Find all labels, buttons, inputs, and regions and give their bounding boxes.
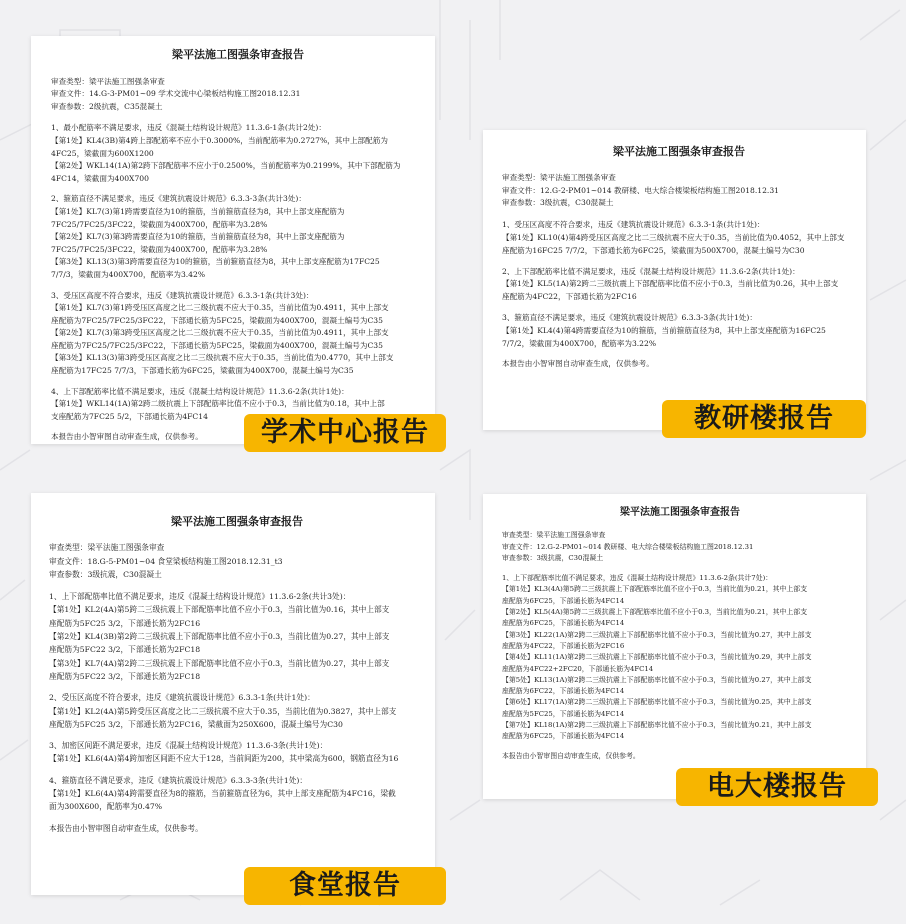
issue-line: 面为300X600，配筋率为0.47% (49, 802, 163, 812)
issue-line: 【第1处】KL4(4)第4跨需要直径为10的箍筋，当前箍筋直径为8，其中上部支座配筋为16FC25 (502, 325, 826, 335)
issue-section (49, 739, 425, 766)
issue-line: 座配筋为4FC22+2FC20，下部通长筋为4FC14 (502, 664, 654, 673)
issue-line: 【第1处】KL2(4A)第5跨受压区高度之比二三级抗震不应大于0.35，当前比值为0.3827，其中上部支 (49, 706, 397, 716)
issue-line: 【第1处】KL3(4A)第5跨二三级抗震上下部配筋率比值不应小于0.3，当前比值为0.21，其中上部支 (502, 585, 808, 594)
report-label-badge: 学术中心报告 (244, 414, 446, 452)
issue-line: 【第2处】WKL14(1A)第2跨下部配筋率不应小于0.2500%，当前配筋率为0.2199%，其中下部配筋为 (51, 161, 401, 171)
review-params: 审查参数：3级抗震，C30混凝土 (49, 569, 162, 579)
report-card-academic-center (31, 36, 435, 444)
review-type: 审查类型：梁平法施工图强条审查 (502, 531, 606, 540)
issue-line: 【第3处】KL7(4A)第2跨二三级抗震上下部配筋率比值不应小于0.3，当前比值为0.27，其中上部支 (49, 658, 390, 668)
report-card-teaching-building (483, 130, 866, 430)
issue-section (502, 573, 858, 742)
issue-line: 7FC25/7FC25/3FC22，梁截面为400X700，配筋率为3.28% (51, 219, 268, 229)
issue-line: 【第3处】KL22(1A)第2跨二三级抗震上下部配筋率比值不应小于0.3，当前比值为0.27，其中上部支 (502, 630, 812, 639)
review-file: 审查文件：14.G-3-PM01~09 学术交流中心梁板结构施工图2018.12.31 (51, 89, 301, 99)
issue-line: 座配筋为5FC25 3/2，下部通长筋为2FC16 (49, 618, 201, 628)
report-meta (51, 76, 425, 114)
review-file: 审查文件：12.G-2-PM01~014 教研楼、电大综合楼梁板结构施工图2018.12.31 (502, 542, 754, 551)
issue-line: 【第3处】KL13(3)第3跨需要直径为10的箍筋，当前箍筋直径为8，其中上部支座配筋为17FC25 (51, 257, 380, 267)
issue-line: 7FC25/7FC25/3FC22，梁截面为400X700，配筋率为3.28% (51, 244, 268, 254)
issue-line: 【第1处】KL5(1A)第2跨二三级抗震上下部配筋率比值不应小于0.3，当前比值为0.26，其中上部支 (502, 279, 839, 289)
issue-line: 座配筋为6FC25，下部通长筋为4FC14 (502, 596, 625, 605)
report-card-open-university-building (483, 494, 866, 799)
issue-heading: 1、上下部配筋率比值不满足要求，违反《混凝土结构设计规范》11.3.6-2条(共计7处)： (502, 574, 773, 583)
issue-line: 【第1处】KL6(4A)第4跨需要直径为8的箍筋，当前箍筋直径为6，其中上部支座配筋为4FC16，梁截 (49, 789, 396, 799)
issue-line: 【第6处】KL17(1A)第2跨二三级抗震上下部配筋率比值不应小于0.3，当前比值为0.25，其中上部支 (502, 698, 812, 707)
issue-line: 座配筋为5FC22 3/2，下部通长筋为2FC18 (49, 645, 201, 655)
issue-line: 【第3处】KL13(3)第3跨受压区高度之比二三级抗震不应大于0.35，当前比值为0.4770，其中上部支 (51, 353, 394, 363)
review-params: 审查参数：2级抗震，C35混凝土 (51, 101, 163, 111)
issue-heading: 2、上下部配筋率比值不满足要求，违反《混凝土结构设计规范》11.3.6-2条(共计1处)： (502, 266, 800, 276)
report-label-badge: 食堂报告 (244, 867, 446, 905)
issue-section (49, 590, 425, 683)
report-title: 梁平法施工图强条审查报告 (171, 515, 303, 528)
review-params: 审查参数：3级抗震，C30混凝土 (502, 198, 614, 208)
report-label-badge: 教研楼报告 (662, 400, 866, 438)
issue-heading: 3、加密区间距不满足要求，违反《混凝土结构设计规范》11.3.6-3条(共计1处)： (49, 741, 328, 751)
review-type: 审查类型：梁平法施工图强条审查 (502, 172, 616, 182)
issue-heading: 1、上下部配筋率比值不满足要求，违反《混凝土结构设计规范》11.3.6-2条(共计3处)： (49, 592, 351, 602)
issue-line: 【第7处】KL18(1A)第2跨二三级抗震上下部配筋率比值不应小于0.3，当前比值为0.21，其中上部支 (502, 721, 812, 730)
issue-line: 【第1处】KL6(4A)第4跨加密区间距不应大于128，当前间距为200，其中梁高为600，钢筋直径为16 (49, 754, 399, 764)
issue-heading: 3、箍筋直径不满足要求，违反《建筑抗震设计规范》6.3.3-3条(共计1处)： (502, 312, 757, 322)
issue-line: 【第2处】KL5(4A)第5跨二三级抗震上下部配筋率比值不应小于0.3，当前比值为0.21，其中上部支 (502, 608, 808, 617)
report-meta (502, 530, 858, 564)
issue-line: 座配筋为4FC22，下部通长筋为2FC16 (502, 292, 637, 302)
report-title: 梁平法施工图强条审查报告 (613, 145, 745, 158)
issue-line: 座配筋为6FC22，下部通长筋为4FC14 (502, 687, 625, 696)
issue-line: 4FC25，梁截面为600X1200 (51, 148, 154, 158)
report-card-canteen (31, 493, 435, 895)
report-title: 梁平法施工图强条审查报告 (620, 507, 740, 518)
issue-line: 7/7/3，梁截面为400X700，配筋率为3.42% (51, 269, 206, 279)
report-title: 梁平法施工图强条审查报告 (172, 48, 304, 61)
review-file: 审查文件：12.G-2-PM01~014 教研楼、电大综合楼梁板结构施工图2018.12.31 (502, 185, 780, 195)
report-meta (502, 172, 856, 210)
issue-line: 支座配筋为7FC25 5/2，下部通长筋为4FC14 (51, 411, 208, 421)
issue-line: 座配筋为5FC22 3/2，下部通长筋为2FC18 (49, 671, 201, 681)
issue-line: 座配筋为7FC25/7FC25/3FC22，下部通长筋为5FC25，梁截面为400X700，混凝土编号为C35 (51, 340, 383, 350)
report-footer: 本报告由小智审图自动审查生成，仅供参考。 (49, 823, 203, 833)
issue-heading: 4、箍筋直径不满足要求，违反《建筑抗震设计规范》6.3.3-3条(共计1处)： (49, 775, 308, 785)
issue-section (49, 691, 425, 731)
issue-line: 座配筋为5FC25 3/2，下部通长筋为2FC16，梁截面为250X600，混凝土编号为C30 (49, 719, 343, 729)
report-footer: 本报告由小智审图自动审查生成，仅供参考。 (502, 751, 640, 760)
issue-line: 座配筋为4FC22，下部通长筋为2FC16 (502, 641, 625, 650)
issue-line: 座配筋为16FC25 7/7/2，下部通长筋为6FC25，梁截面为500X700，混凝土编号为C30 (502, 245, 805, 255)
issue-line: 【第2处】KL7(3)第3跨需要直径为10的箍筋，当前箍筋直径为8，其中上部支座配筋为 (51, 232, 345, 242)
issue-section (502, 219, 856, 257)
issue-section (51, 193, 425, 281)
issue-section (502, 266, 856, 304)
review-type: 审查类型：梁平法施工图强条审查 (49, 543, 165, 553)
issue-heading: 1、受压区高度不符合要求，违反《建筑抗震设计规范》6.3.3-1条(共计1处)： (502, 220, 765, 230)
issue-line: 座配筋为6FC25，下部通长筋为4FC14 (502, 732, 625, 741)
issue-section (49, 774, 425, 814)
issue-line: 【第2处】KL7(3)第3跨受压区高度之比二三级抗震不应大于0.35，当前比值为0.4911，其中上部支 (51, 328, 389, 338)
review-params: 审查参数：3级抗震，C30混凝土 (502, 553, 604, 562)
issue-line: 【第1处】KL7(3)第1跨受压区高度之比二三级抗震不应大于0.35，当前比值为0.4911，其中上部支 (51, 303, 389, 313)
report-footer: 本报告由小智审图自动审查生成，仅供参考。 (502, 359, 654, 369)
issue-line: 【第1处】KL4(3B)第4跨上部配筋率不应小于0.3000%，当前配筋率为0.2727%，其中上部配筋为 (51, 135, 388, 145)
issue-heading: 3、受压区高度不符合要求，违反《建筑抗震设计规范》6.3.3-1条(共计3处)： (51, 290, 314, 300)
issue-section (51, 290, 425, 378)
issue-line: 4FC14，梁截面为400X700 (51, 173, 149, 183)
issue-line: 【第4处】KL11(1A)第2跨二三级抗震上下部配筋率比值不应小于0.3，当前比值为0.29，其中上部支 (502, 653, 812, 662)
issue-line: 【第1处】KL2(4A)第5跨二三级抗震上下部配筋率比值不应小于0.3，当前比值为0.16，其中上部支 (49, 605, 390, 615)
review-type: 审查类型：梁平法施工图强条审查 (51, 76, 165, 86)
issue-line: 座配筋为17FC25 7/7/3，下部通长筋为6FC25，梁截面为400X700，混凝土编号为C35 (51, 366, 354, 376)
issue-line: 【第2处】KL4(3B)第2跨二三级抗震上下部配筋率比值不应小于0.3，当前比值为0.27，其中上部支 (49, 632, 390, 642)
report-label-badge: 电大楼报告 (676, 768, 878, 806)
issue-section (51, 122, 425, 185)
issue-line: 座配筋为6FC25，下部通长筋为4FC14 (502, 619, 625, 628)
issue-line: 7/7/2，梁截面为400X700，配筋率为3.22% (502, 338, 657, 348)
issue-line: 座配筋为5FC25，下部通长筋为4FC14 (502, 709, 625, 718)
issue-heading: 4、上下部配筋率比值不满足要求，违反《混凝土结构设计规范》11.3.6-2条(共计1处)： (51, 386, 349, 396)
issue-line: 【第5处】KL13(1A)第2跨二三级抗震上下部配筋率比值不应小于0.3，当前比值为0.27，其中上部支 (502, 675, 812, 684)
report-meta (49, 541, 425, 581)
issue-section (502, 312, 856, 350)
report-footer: 本报告由小智审图自动审查生成，仅供参考。 (51, 432, 203, 442)
review-file: 审查文件：18.G-5-PM01~04 食堂梁板结构施工图2018.12.31_t3 (49, 556, 283, 566)
issue-line: 【第1处】KL7(3)第1跨需要直径为10的箍筋，当前箍筋直径为8，其中上部支座配筋为 (51, 206, 345, 216)
issue-line: 【第1处】KL10(4)第4跨受压区高度之比二三级抗震不应大于0.35，当前比值为0.4052，其中上部支 (502, 232, 845, 242)
issue-heading: 2、箍筋直径不满足要求，违反《建筑抗震设计规范》6.3.3-3条(共计3处)： (51, 194, 306, 204)
issue-heading: 2、受压区高度不符合要求，违反《建筑抗震设计规范》6.3.3-1条(共计1处)： (49, 693, 315, 703)
issue-heading: 1、最小配筋率不满足要求，违反《混凝土结构设计规范》11.3.6-1条(共计2处)： (51, 123, 326, 133)
issue-line: 座配筋为7FC25/7FC25/3FC22，下部通长筋为5FC25，梁截面为400X700，混凝土编号为C35 (51, 315, 383, 325)
issue-line: 【第1处】WKL14(1A)第2跨二级抗震上下部配筋率比值不应小于0.3，当前比值为0.18，其中上部 (51, 399, 385, 409)
